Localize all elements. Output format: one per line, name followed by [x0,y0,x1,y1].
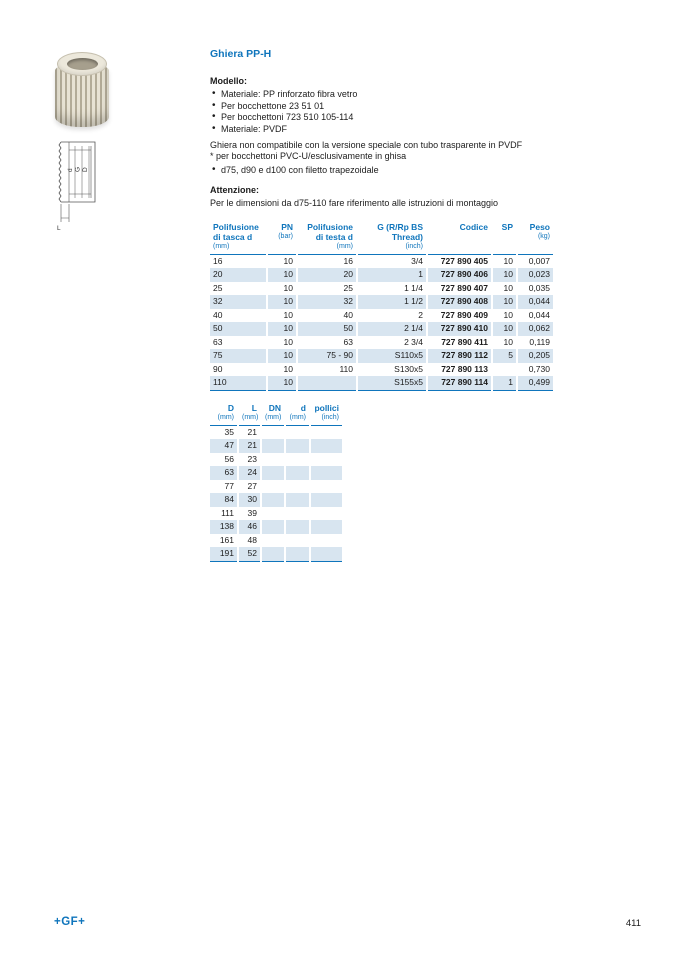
column-header: Polifusione di testa d (mm) [297,222,357,255]
table-cell: 30 [238,493,261,507]
table-cell: 727 890 408 [427,295,492,309]
dim-label-g: G [74,166,82,172]
attention-label: Attenzione: [210,184,259,195]
table-cell: 56 [224,453,234,464]
table-cell: 77 [224,480,234,491]
table-cell: 111 [221,507,234,518]
table-cell [310,439,342,453]
table-cell [285,453,310,467]
model-label: Modello: [210,76,247,86]
table-cell: 25 [213,282,223,293]
header-row [210,222,553,255]
table-cell [310,493,342,507]
table-row [210,425,342,439]
table-cell: 727 890 407 [427,282,492,296]
table-cell: 10 [267,336,297,350]
table-cell: 40 [297,309,357,323]
table-row [210,336,553,350]
table-cell [285,520,310,534]
table-cell: 40 [213,309,223,320]
table-cell: 10 [267,268,297,282]
column-header: pollici (inch) [310,403,342,426]
table-cell [285,493,310,507]
table-cell: 24 [238,466,261,480]
table-cell: 727 890 410 [427,322,492,336]
table-row [210,376,553,390]
table-cell: 110 [210,376,267,390]
table-cell: 10 [492,282,517,296]
bullet-item: • Per bocchettoni 723 510 105-114 [210,112,556,124]
column-header: Peso (kg) [517,222,553,255]
table-cell: 63 [210,466,238,480]
table-cell: 10 [267,322,297,336]
table-cell: 2 3/4 [357,336,427,350]
bullet-item: • d75, d90 e d100 con filetto trapezoidale [210,165,556,177]
table-cell: 1 [492,376,517,390]
table-cell: 10 [492,295,517,309]
table-row [210,322,553,336]
table-row [210,349,553,363]
table-cell: 0,044 [517,309,553,323]
table-cell: 0,023 [517,268,553,282]
table-cell: 32 [297,295,357,309]
table-cell: 1 1/4 [357,282,427,296]
table-cell: 2 1/4 [357,322,427,336]
table-cell: 727 890 114 [427,376,492,390]
table-cell: 46 [238,520,261,534]
table-cell: 10 [267,363,297,377]
table-cell: 10 [267,254,297,268]
table-cell: 110 [297,363,357,377]
nut-bore [67,58,98,70]
table-cell: 10 [492,309,517,323]
table-cell: S130x5 [357,363,427,377]
model-bullet-list [210,89,556,135]
page-number: 411 [625,918,641,929]
table-cell: 0,062 [517,322,553,336]
table-row [210,480,342,494]
table-cell: 727 890 409 [427,309,492,323]
column-header: SP [492,222,517,255]
table-cell: 3/4 [357,254,427,268]
bullet-item: • Materiale: PP rinforzato fibra vetro [210,89,556,101]
table-cell [310,425,342,439]
table-cell: 20 [297,268,357,282]
table-cell: 47 [210,439,238,453]
table-cell: 25 [297,282,357,296]
table-cell: 84 [210,493,238,507]
table-cell: 727 890 405 [427,254,492,268]
table-cell [310,520,342,534]
table-cell: 5 [492,349,517,363]
table-row [210,534,342,548]
table-cell [310,534,342,548]
compatibility-note-line1: Ghiera non compatibile con la versione speciale con tubo trasparente in PVDF [210,140,523,150]
table-cell: 63 [213,336,223,347]
table-cell: 10 [492,322,517,336]
table-cell [285,466,310,480]
table-cell [261,425,285,439]
table-row [210,493,342,507]
table-cell [261,439,285,453]
table-cell [261,466,285,480]
extra-bullet-list [210,165,556,177]
table-row [210,363,553,377]
header-row [210,403,342,426]
table-cell: 16 [213,255,223,266]
gf-logo: +GF+ [54,916,86,928]
table-cell: S155x5 [357,376,427,390]
table-cell: 32 [210,295,267,309]
column-header: D (mm) [210,403,238,426]
table-cell [261,547,285,561]
table-cell: 10 [267,295,297,309]
product-photo [54,50,112,136]
table-cell: 727 890 112 [427,349,492,363]
table-cell: 1 [357,268,427,282]
technical-drawing [49,138,107,237]
table-cell: 20 [210,268,267,282]
column-header: DN (mm) [261,403,285,426]
table-cell: 90 [213,363,223,374]
table-cell: 75 - 90 [297,349,357,363]
table-cell [285,534,310,548]
table-cell: 21 [238,439,261,453]
table-row [210,254,553,268]
table-cell: 23 [238,453,261,467]
bullet-item: • Materiale: PVDF [210,124,556,136]
table-cell: 63 [297,336,357,350]
table-cell [261,493,285,507]
table-row [210,439,342,453]
table-cell: 35 [224,426,234,437]
table-cell [261,520,285,534]
table-cell [310,507,342,521]
table-cell: 727 890 113 [427,363,492,377]
table-row [210,547,342,561]
table-cell [297,376,357,390]
content-column [210,48,556,562]
table-cell: 0,205 [517,349,553,363]
table-row [210,453,342,467]
table-cell: 0,119 [517,336,553,350]
table-cell: 2 [357,309,427,323]
table-cell: 191 [210,547,238,561]
table-cell: 10 [267,282,297,296]
dimensions-table [210,403,342,562]
table-cell [310,453,342,467]
table-cell: 10 [492,268,517,282]
table-cell [310,466,342,480]
table-cell: 0,499 [517,376,553,390]
table-cell: 10 [267,376,297,390]
table-cell: 10 [267,349,297,363]
table-cell: 727 890 406 [427,268,492,282]
table-cell [261,453,285,467]
table-cell [310,547,342,561]
table-cell: S110x5 [357,349,427,363]
table-cell: 27 [238,480,261,494]
table-cell: 16 [297,254,357,268]
table-cell: 10 [267,309,297,323]
table-cell [285,425,310,439]
dim-label-dcap: D [82,167,89,172]
table-cell [261,507,285,521]
table-row [210,309,553,323]
column-header: G (R/Rp BS Thread) (inch) [357,222,427,255]
column-header: Codice [427,222,492,255]
table-cell: 138 [210,520,238,534]
table-cell [261,534,285,548]
table-cell [310,480,342,494]
table-cell: 48 [238,534,261,548]
main-product-table [210,222,553,391]
table-row [210,507,342,521]
page-title: Ghiera PP-H [210,48,272,60]
table-row [210,466,342,480]
table-cell: 39 [238,507,261,521]
table-row [210,268,553,282]
table-cell: 0,044 [517,295,553,309]
column-header: L (mm) [238,403,261,426]
bullet-item: • Per bocchettone 23 51 01 [210,101,556,113]
table-cell: 75 [210,349,267,363]
table-row [210,295,553,309]
table-cell: 50 [210,322,267,336]
table-cell: 161 [219,534,234,545]
table-cell [285,507,310,521]
table-cell [285,547,310,561]
table-row [210,282,553,296]
column-header: d (mm) [285,403,310,426]
dim-label-d: d [67,168,74,172]
table-cell: 1 1/2 [357,295,427,309]
table-cell: 50 [297,322,357,336]
table-cell [285,439,310,453]
table-cell [492,363,517,377]
dim-label-l: L [57,225,61,232]
table-cell: 0,035 [517,282,553,296]
table-cell: 0,007 [517,254,553,268]
column-header: Polifusione di tasca d (mm) [210,222,267,255]
table-cell [285,480,310,494]
attention-text: Per le dimensioni da d75-110 fare riferimento alle istruzioni di montaggio [210,197,498,208]
table-row [210,520,342,534]
table-cell: 52 [238,547,261,561]
table-cell [261,480,285,494]
table-cell: 10 [492,254,517,268]
compatibility-note-line2: * per bocchettoni PVC-U/esclusivamente in ghisa [210,151,407,161]
table-cell: 727 890 411 [427,336,492,350]
table-cell: 0,730 [517,363,553,377]
column-header: PN (bar) [267,222,297,255]
table-cell: 21 [238,425,261,439]
table-cell: 10 [492,336,517,350]
